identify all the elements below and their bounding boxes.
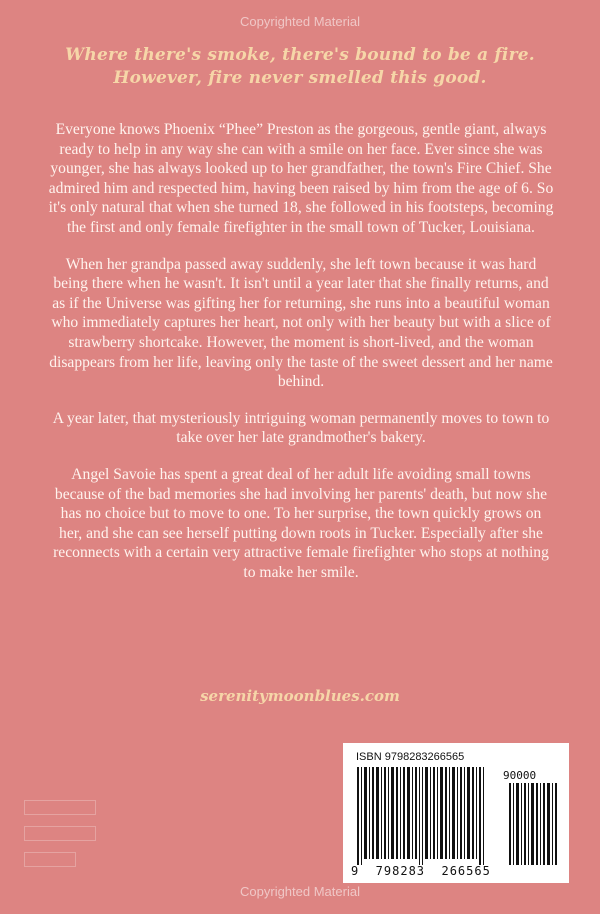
tagline	[20, 44, 580, 90]
copyright-watermark-top: Copyrighted Material	[240, 14, 360, 29]
book-blurb	[48, 120, 554, 599]
copyright-watermark-bottom: Copyrighted Material	[240, 884, 360, 899]
barcode-digits: 9 798283 266565	[351, 864, 491, 878]
faint-box	[24, 852, 76, 867]
blurb-paragraph-1: Everyone knows Phoenix “Phee” Preston as the gorgeous, gentle giant, always ready to help in any way she can with a smile on her face. Ever since she was younger, she has always looked up to her grandfather, the town's Fire Chief. She admired him and respected him, having been raised by him from the age of 6. So it's only natural that when she turned 18, she followed in his footsteps, becoming the first and only female firefighter in the small town of Tucker, Louisiana.	[48, 121, 554, 236]
isbn-barcode	[343, 743, 569, 883]
barcode-addon-digits: 90000	[503, 769, 537, 782]
blurb-paragraph-4: Angel Savoie has spent a great deal of her adult life avoiding small towns because of the bad memories she had involving her parents' death, but now she has no choice but to move to one. To her surprise, the town quickly grows on her, and she can see herself putting down roots in Tucker. Especially after she reconnects with a certain very attractive female firefighter who stops at nothing to make her smile.	[53, 465, 549, 581]
tagline-line-1: Where there's smoke, there's bound to be a fire.	[65, 45, 535, 65]
author-website: serenitymoonblues.com	[200, 687, 400, 705]
blurb-paragraph-3: A year later, that mysteriously intriguing woman permanently moves to town to take over her late grandmother's bakery.	[52, 409, 550, 447]
faint-box	[24, 800, 96, 815]
blurb-paragraph-2: When her grandpa passed away suddenly, she left town because it was hard being there when he wasn't. It isn't until a year later that she finally returns, and as if the Universe was gifting her for returning, she runs into a beautiful woman who immediately captures her heart, not only with her beauty but with a slice of strawberry shortcake. However, the moment is short-lived, and the woman disappears from her life, leaving only the taste of the sweet dessert and her name behind.	[49, 255, 553, 391]
tagline-line-2: However, fire never smelled this good.	[113, 68, 487, 88]
isbn-label: ISBN 9798283266565	[356, 751, 465, 763]
faint-box	[24, 826, 96, 841]
